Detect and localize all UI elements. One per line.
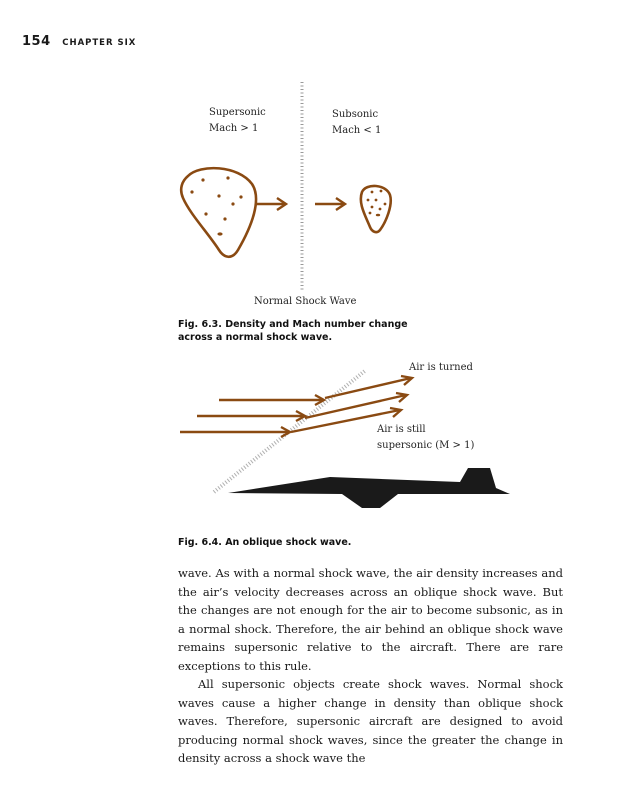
chapter-label: CHAPTER SIX (62, 38, 137, 48)
page-number: 154 (22, 34, 51, 49)
air-is-turned-label: Air is turned (409, 362, 473, 373)
figure-6-4-caption: Fig. 6.4. An oblique shock wave. (178, 537, 352, 548)
supersonic-label: Supersonic Mach > 1 (209, 107, 266, 134)
normal-shock-wave-label: Normal Shock Wave (254, 296, 357, 307)
aircraft-silhouette (228, 468, 510, 508)
air-is-still-supersonic-label: Air is still supersonic (M > 1) (377, 424, 475, 451)
figure-6-3-caption: Fig. 6.3. Density and Mach number change across a normal shock wave. (178, 319, 408, 343)
subsonic-label: Subsonic Mach < 1 (332, 109, 382, 136)
body-paragraph: All supersonic objects create shock waves. Normal shock waves cause a higher change in density than oblique shock waves. Therefore, supersonic aircraft are designed to avoid producing normal shock waves, since the greater the change in density across a shock wave the (178, 677, 563, 765)
body-paragraph: wave. As with a normal shock wave, the air density increases and the air’s velocity decreases across an oblique shock wave. But the changes are not enough for the air to become subsonic, as in a normal shock. Therefore, the air behind an oblique shock wave remains supersonic relative to the aircraft. There are rare exceptions to this rule. (178, 566, 563, 673)
body-text (178, 564, 563, 768)
